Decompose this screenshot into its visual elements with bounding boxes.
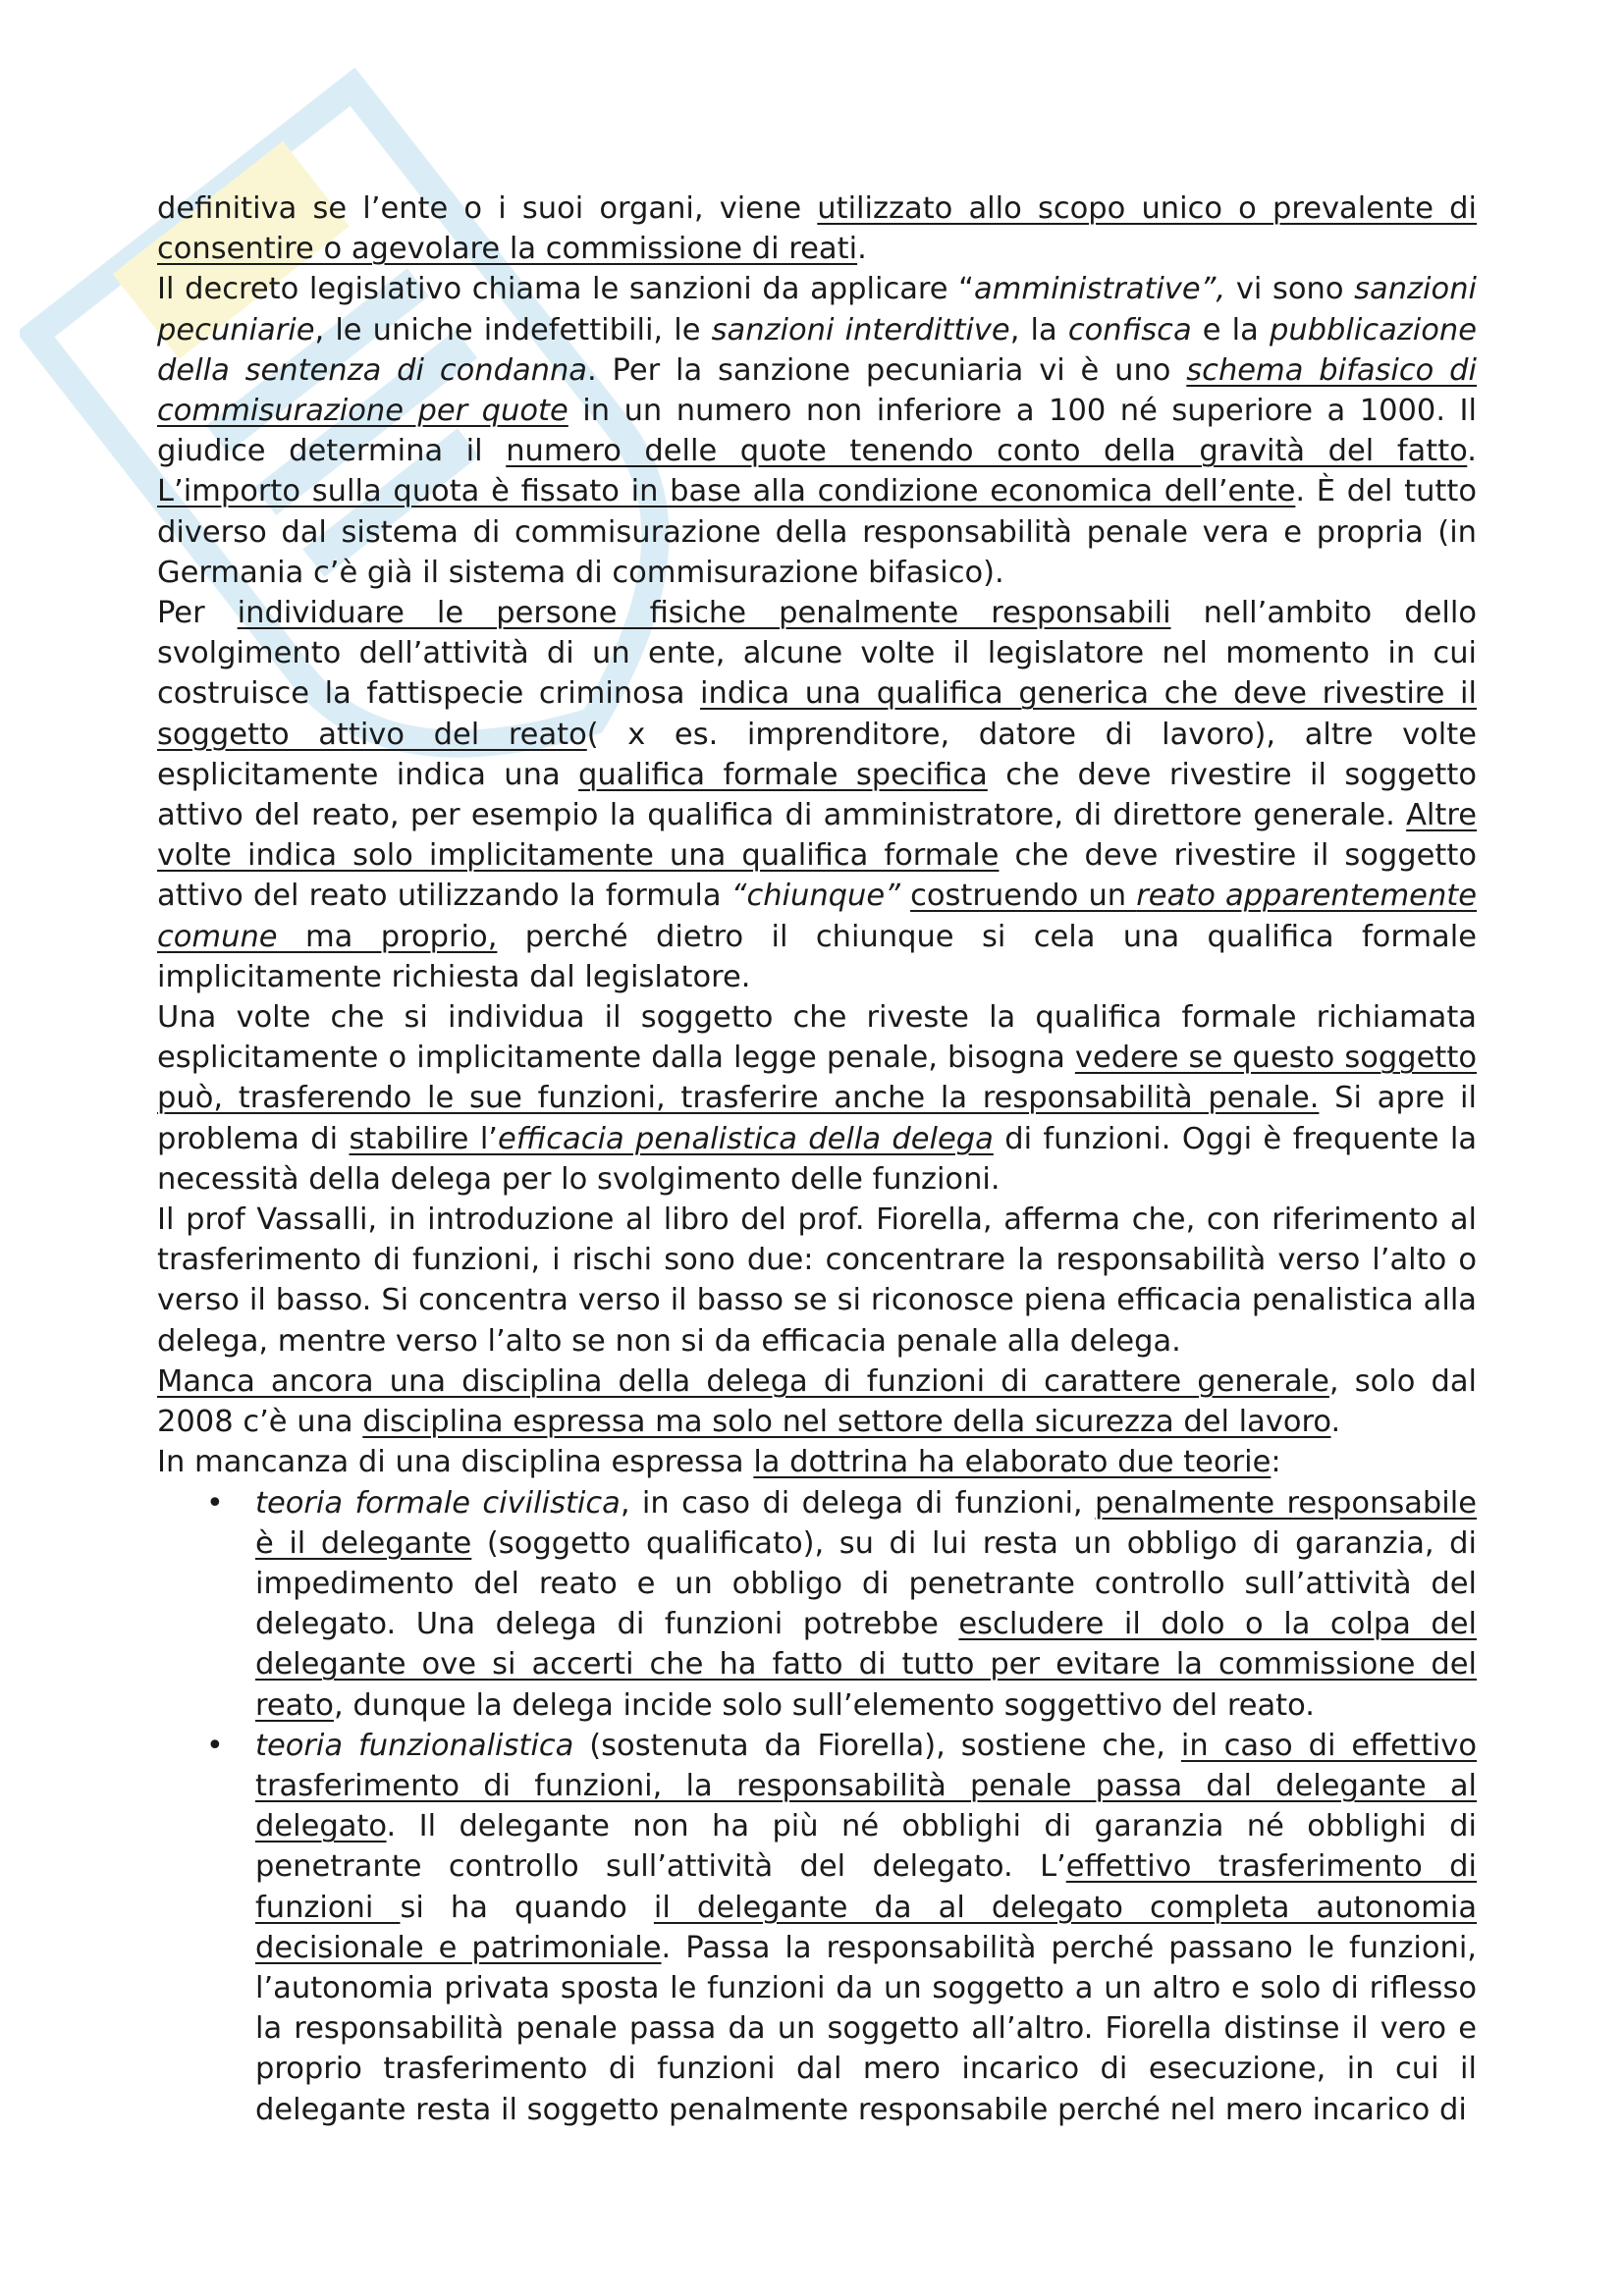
text-run: Una volte che si individua il soggetto che riveste la qualifica formale richiamata esplicitamente o implicitamente dalla legge penale, bisogna [157,1000,1477,1076]
text-run [900,879,910,913]
text-run: Il prof Vassalli, in introduzione al libro del prof. Fiorella, afferma che, con riferimento al trasferimento di funzioni, i rischi sono due: concentrare la responsabilità verso l’alto o verso il basso. Si concentra verso il basso se si riconosce piena efficacia penalistica alla delega, mentre verso l’alto se non si da efficacia penale alla delega. [157,1202,1477,1359]
underlined-text: la dottrina ha elaborato due teorie [753,1445,1271,1480]
text-run: definitiva se l’ente o i suoi organi, viene [157,191,818,226]
underlined-text: stabilire l’ [349,1121,498,1156]
text-run: e la [1191,312,1270,347]
text-run: in un numero non inferiore a 100 né superiore a 1000. Il giudice determina il [157,394,1477,469]
text-run: ( x es. imprenditore, datore di lavoro), altre volte esplicitamente indica una [157,717,1477,792]
list-item [206,1483,1478,1726]
paragraph [157,997,1477,1200]
bullet-icon: • [206,1485,224,1521]
text-run: . Per la sanzione pecuniaria vi è uno [587,352,1187,388]
text-run: Il decreto legislativo chiama le sanzioni da applicare “ [157,272,974,307]
underlined-text: costruendo un [910,879,1137,914]
text-run: . [1467,434,1477,469]
underlined-text: individuare le persone fisiche penalmente responsabili [237,596,1171,631]
paragraph [157,188,1477,269]
italic-text: sanzioni interdittive [711,312,1010,347]
underlined-text: in caso di effettivo trasferimento di funzioni, la responsabilità penale passa dal delegante al delegato [255,1728,1477,1844]
italic-text: sanzioni pecuniarie [157,272,1477,347]
underlined-text: escludere il dolo o la colpa del delegante ove si accerti che ha fatto di tutto per evitare la commissione del reato [255,1607,1478,1723]
theories-list [157,1483,1477,2130]
paragraph [157,1200,1477,1362]
list-item-text [255,1486,1477,1723]
text-run: . [1330,1405,1341,1440]
text-run: In mancanza di una disciplina espressa [157,1445,754,1480]
text-run: , solo dal 2008 c’è una [157,1363,1477,1440]
document-body [157,188,1477,2130]
italic-text: confisca [1067,312,1192,347]
list-item-text [255,1729,1477,2127]
underlined-text: Manca ancora una disciplina della delega di funzioni di carattere generale [157,1363,1329,1399]
underlined-text: effettivo trasferimento di funzioni [255,1849,1477,1925]
underlined-text: numero delle quote tenendo conto della gravità del fatto [506,434,1468,469]
underlined-text: utilizzato allo scopo unico o prevalente di consentire o agevolare la commissione di reati [157,191,1477,267]
text-run: vi sono [1225,272,1355,307]
underlined-text: il delegante da al delegato completa autonomia decisionale e patrimoniale [255,1890,1478,1965]
text-run: che deve rivestire il soggetto attivo del reato, per esempio la qualifica di amministratore, di direttore generale. [157,757,1477,833]
text-run: nell’ambito dello svolgimento dell’attività di un ente, alcune volte il legislatore nel momento in cui costruisce la fattispecie criminosa [157,596,1477,712]
underlined-text: L’importo sulla quota è fissato in base alla condizione economica dell’ente [157,474,1296,509]
italic-text: amministrative”, [973,272,1226,307]
paragraph [157,269,1477,593]
underlined-text: ma proprio, [277,919,498,954]
text-run: , le uniche indefettibili, le [314,312,712,347]
paragraph [157,593,1477,997]
italic-text: pubblicazione della sentenza di condanna [157,312,1478,388]
underlined-text: efficacia penalistica della delega [498,1121,994,1156]
text-run: . Il delegante non ha più né obblighi di garanzia né obblighi di penetrante controllo sull’attività del delegato. L’ [255,1809,1477,1885]
underlined-text: qualifica formale specifica [578,757,988,792]
underlined-text: penalmente responsabile è il delegante [255,1485,1477,1561]
paragraph [157,1442,1477,1482]
text-run: , la [1009,312,1068,347]
text-run: , dunque la delega incide solo sull’elemento soggettivo del reato. [333,1687,1315,1723]
text-run: . Passa la responsabilità perché passano le funzioni, l’autonomia privata sposta le funzioni da un soggetto a un altro e solo di riflesso la responsabilità penale passa da un soggetto all’altro. Fiorella distinse il vero e proprio trasferimento di funzioni dal mero incarico di esecuzione, in cui il delegante resta il soggetto penalmente responsabile perché nel mero incarico di [255,1930,1477,2127]
underlined-text: schema bifasico di commisurazione per quote [157,352,1478,429]
underlined-text: disciplina espressa ma solo nel settore della sicurezza del lavoro [362,1405,1331,1440]
text-run: che deve rivestire il soggetto attivo del reato utilizzando la formula [157,838,1477,914]
text-run: , in caso di delega di funzioni, [620,1485,1095,1521]
text-run: : [1271,1445,1281,1480]
text-run: si ha quando [400,1890,654,1925]
text-run: Per [157,596,238,631]
text-run: (sostenuta da Fiorella), sostiene che, [573,1728,1181,1763]
underlined-text: indica una qualifica generica che deve rivestire il soggetto attivo del reato [157,676,1478,752]
italic-text: teoria funzionalistica [255,1728,574,1763]
underlined-text: Altre volte indica solo implicitamente una qualifica formale [157,798,1477,874]
italic-text: “chiunque” [730,879,900,914]
text-run: . [857,232,867,267]
text-run: (soggetto qualificato), su di lui resta un obbligo di garanzia, di impedimento del reato e un obbligo di penetrante controllo sull’attività del delegato. Una delega di funzioni potrebbe [255,1525,1477,1642]
list-item [206,1726,1478,2130]
text-run: di funzioni. Oggi è frequente la necessità della delega per lo svolgimento delle funzioni. [157,1121,1478,1197]
bullet-icon: • [206,1728,224,1763]
text-run: Si apre il problema di [157,1081,1477,1156]
text-run: perché dietro il chiunque si cela una qualifica formale implicitamente richiesta dal legislatore. [157,919,1477,994]
paragraph [157,1362,1477,1442]
underlined-text: vedere se questo soggetto può, trasferendo le sue funzioni, trasferire anche la responsabilità penale. [157,1041,1477,1116]
underlined-text: reato apparentemente comune [157,879,1477,954]
text-run: . È del tutto diverso dal sistema di commisurazione della responsabilità penale vera e propria (in Germania c’è già il sistema di commisurazione bifasico). [157,474,1477,590]
italic-text: teoria formale civilistica [255,1485,621,1521]
